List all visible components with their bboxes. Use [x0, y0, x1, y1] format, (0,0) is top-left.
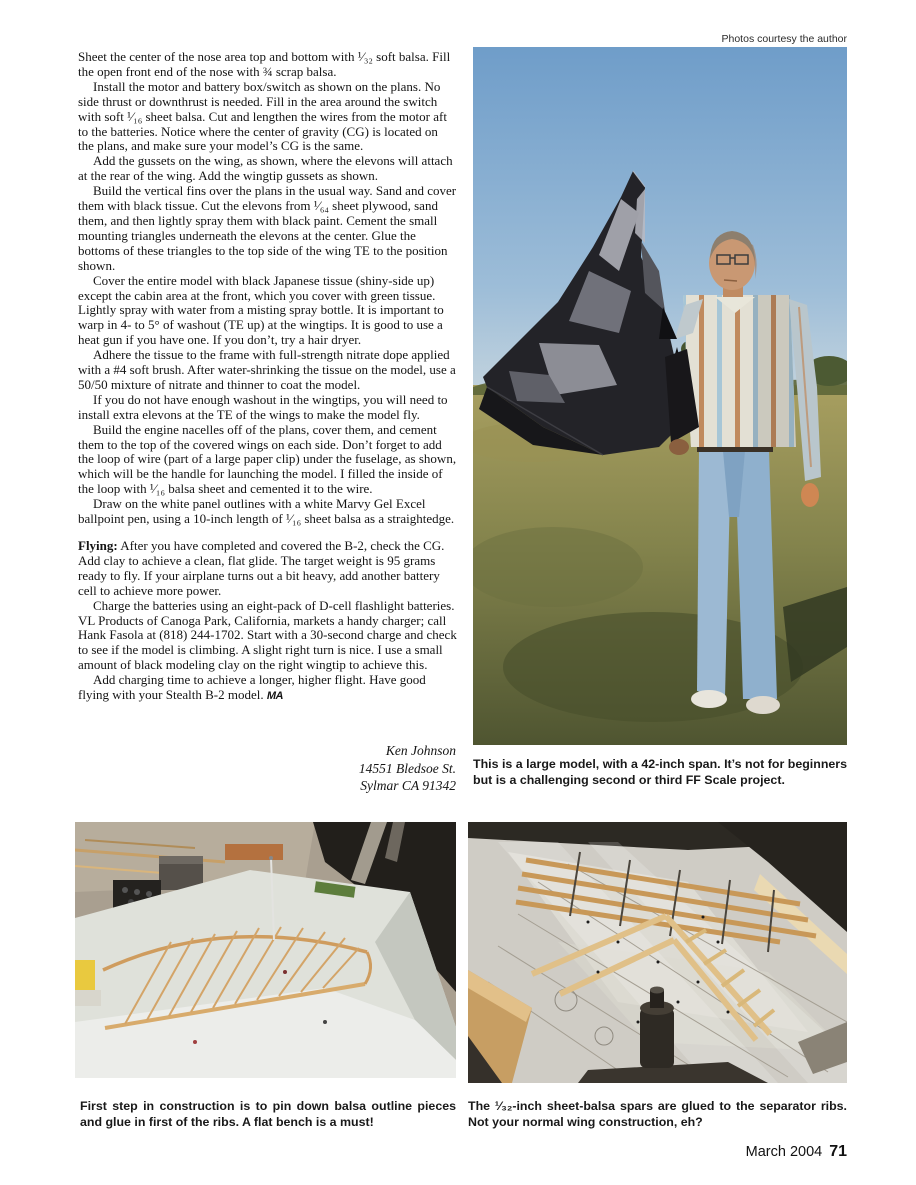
white-scrap	[75, 990, 101, 1006]
model-aviation-logo: MA	[266, 690, 283, 703]
photo-model-and-builder	[473, 47, 847, 745]
hand	[801, 483, 819, 507]
bottom-left-photo-caption: First step in construction is to pin down balsa outline pieces and glue in first of the ribs. A flat bench is a must!	[80, 1099, 456, 1129]
bottom-right-photo-caption: The ¹⁄₃₂-inch sheet-balsa spars are glued to the separator ribs. Not your normal wing construction, eh?	[468, 1099, 847, 1129]
article-paragraph-flying	[78, 539, 457, 599]
issue-date: March 2004	[745, 1144, 823, 1160]
article-paragraph: Add the gussets on the wing, as shown, where the elevons will attach at the rear of the wing. Add the wingtip gussets as shown.	[78, 153, 453, 184]
shoe	[746, 696, 780, 714]
article-paragraph: Install the motor and battery box/switch as shown on the plans. No side thrust or downthrust is needed. Fill in the area around the switch with soft ¹⁄₁₆ sheet balsa. Cut and lengthen the wires from the motor aft to the batteries. Notice where the center of gravity (CG) is located on the plans, and make sure your model’s CG is the same.	[78, 78, 447, 154]
box-hole	[122, 887, 128, 893]
article-paragraph: Build the vertical fins over the plans in the usual way. Sand and cover them with black tissue. Cut the elevons from ¹⁄₆₄ sheet plywood, sand them, and then lightly spray them with black paint. Cement the small mounting triangles underneath the elevons at the center. Glue the bottoms of these triangles to the top side of the wing TE to the position shown.	[78, 183, 457, 273]
article-paragraph: Adhere the tissue to the frame with full-strength nitrate dope applied with a #4 soft brush. After water-shrinking the tissue on the model, use a 50/50 mixture of nitrate and thinner to coat the model.	[78, 347, 456, 392]
article-paragraph: Sheet the center of the nose area top and bottom with ¹⁄₃₂ soft balsa. Fill the open front end of the nose with ¾ scrap balsa.	[78, 49, 451, 79]
photo-balsa-outline-bench	[75, 822, 456, 1078]
article-paragraph: Charge the batteries using an eight-pack of D-cell flashlight batteries. VL Products of Canoga Park, California, markets a handy charger; call Hank Fasola at (818) 244-1702. Start with a 30-second charge and check to see if the model is climbing. A slight right turn is nice. I use a small amount of black modeling clay on the right wingtip to achieve this.	[78, 597, 457, 673]
wood-block	[225, 844, 283, 860]
photo-credit: Photos courtesy the author	[721, 33, 847, 45]
pin-dot	[283, 970, 287, 974]
photo-spars-on-plans	[468, 822, 847, 1083]
pin-head	[269, 856, 273, 860]
author-address-line2: Sylmar CA 91342	[360, 778, 456, 793]
yellow-block	[75, 960, 95, 990]
flying-text: After you have completed and covered the B-2, check the CG. Add clay to achieve a clean, flat glide. The target weight is 95 grams ready to fly. If your airplane turns out a bit heavy, add another battery cell to achieve more power.	[78, 538, 445, 598]
bottle-cap-top	[650, 987, 664, 994]
flying-label: Flying:	[78, 538, 118, 553]
author-name: Ken Johnson	[385, 743, 456, 758]
article-paragraph: Draw on the white panel outlines with a white Marvy Gel Excel ballpoint pen, using a 10-inch length of ¹⁄₁₆ sheet balsa as a straightedge.	[78, 496, 455, 527]
pin-dot	[323, 1020, 327, 1024]
article-paragraph-last	[78, 673, 457, 704]
author-address-line1: 14551 Bledsoe St.	[358, 760, 456, 776]
pin-dot	[193, 1040, 197, 1044]
shoe	[691, 690, 727, 708]
box-hole	[134, 889, 140, 895]
page-number: 71	[829, 1143, 847, 1160]
main-photo-caption: This is a large model, with a 42-inch span. It’s not for beginners but is a challenging second or third FF Scale project.	[473, 757, 847, 787]
mouth	[724, 280, 737, 281]
box-hole	[146, 891, 152, 897]
last-text: Add charging time to achieve a longer, higher flight. Have good flying with your Stealth B-2 model.	[78, 672, 426, 703]
article-paragraph: Build the engine nacelles off of the plans, cover them, and cement them to the top of the covered wings on each side. Don’t forget to add the loop of wire (part of a large paper clip) under the fuselage, as shown, which will be the handle for launching the model. I filled the inside of the loop with ¹⁄₁₆ balsa sheet and cemented it to the wire.	[78, 421, 457, 497]
article-paragraph: Cover the entire model with black Japanese tissue (shiny-side up) except the cabin area at the front, which you cover with green tissue. Lightly spray with water from a misting spray bottle. It is important to warp in 4- to 5° of washout (TE up) at the wingtips. It is good to use a heat gun if you have one. If you don’t, try a hair dryer.	[78, 272, 444, 348]
article-paragraph: If you do not have enough washout in the wingtips, you will need to install extra elevons at the TE of the wings to make the model fly.	[78, 391, 448, 422]
author-signature	[78, 742, 456, 795]
page-footer	[746, 1143, 847, 1161]
metal-block-top	[159, 856, 203, 864]
photo-br-illustration	[468, 822, 847, 1083]
photo-bl-illustration	[75, 822, 456, 1078]
article-body	[78, 50, 457, 704]
gripping-hand	[669, 439, 689, 455]
glue-bottle	[640, 1008, 674, 1068]
photo-main-illustration	[473, 47, 847, 745]
